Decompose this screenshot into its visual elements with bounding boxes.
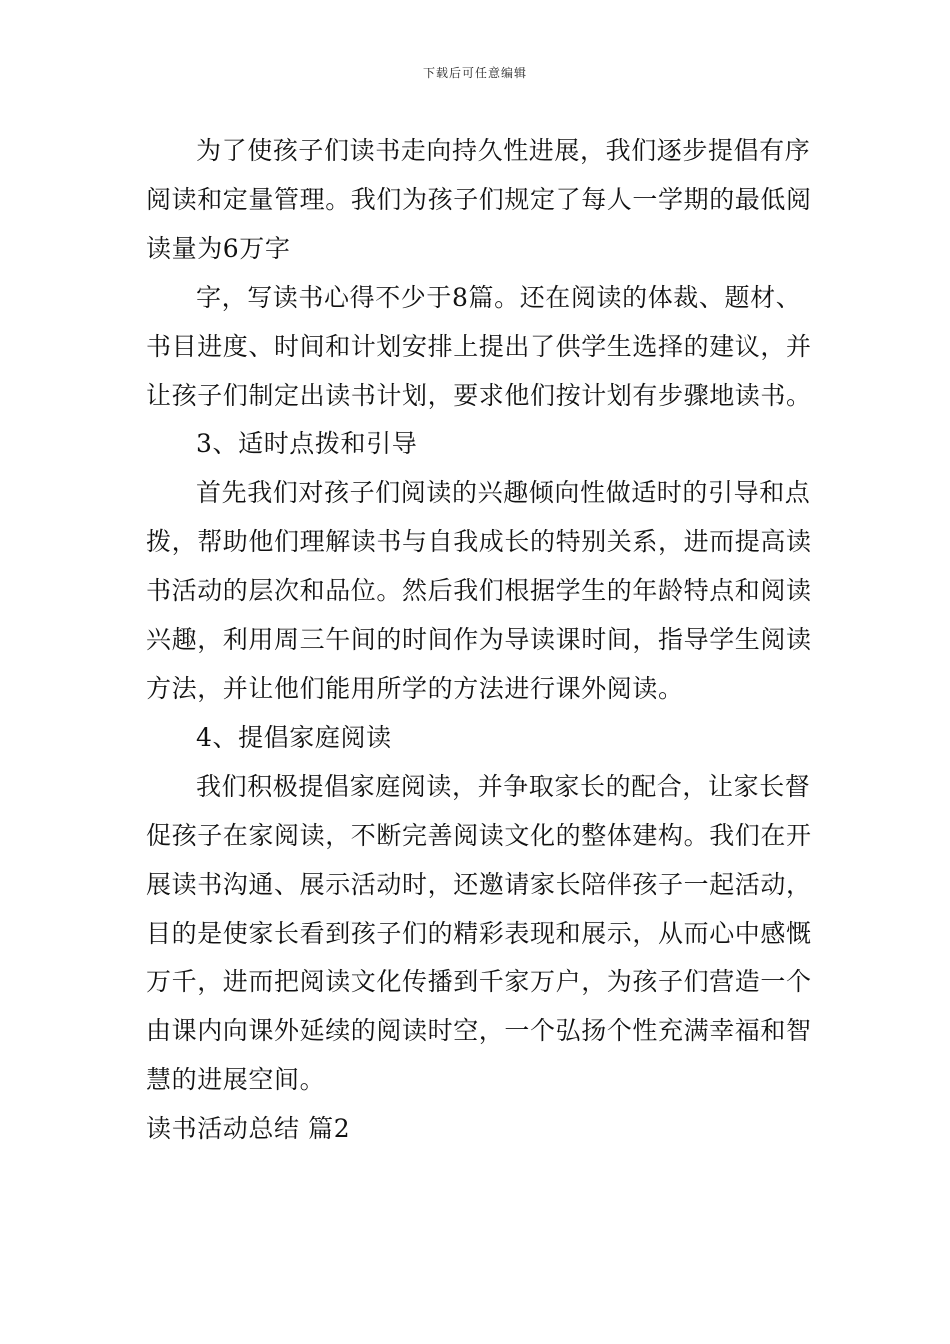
heading-timely-guidance: 3、适时点拨和引导 [196, 429, 418, 459]
paragraph-reading-quota: 为了使孩子们读书走向持久性进展，我们逐步提倡有序阅读和定量管理。我们为孩子们规定了每人一学期的最低阅读量为6万字 [146, 136, 812, 263]
paragraph-family-reading: 我们积极提倡家庭阅读，并争取家长的配合，让家长督促孩子在家阅读，不断完善阅读文化的整体建构。我们在开展读书沟通、展示活动时，还邀请家长陪伴孩子一起活动，目的是使家长看到孩子们的精彩表现和展示，从而心中感慨万千，进而把阅读文化传播到千家万户，为孩子们营造一个由课内向课外延续的阅读时空，一个弘扬个性充满幸福和智慧的进展空间。 [146, 771, 812, 1095]
document-body [146, 127, 816, 1154]
section-title: 读书活动总结 篇2 [146, 1114, 351, 1144]
page-header-note: 下载后可任意编辑 [422, 66, 527, 80]
heading-family-reading: 4、提倡家庭阅读 [196, 722, 392, 752]
paragraph-reading-plan: 字，写读书心得不少于8篇。还在阅读的体裁、题材、书目进度、时间和计划安排上提出了供学生选择的建议，并让孩子们制定出读书计划，要求他们按计划有步骤地读书。 [146, 282, 812, 410]
paragraph-guidance: 首先我们对孩子们阅读的兴趣倾向性做适时的引导和点拨，帮助他们理解读书与自我成长的特别关系，进而提高读书活动的层次和品位。然后我们根据学生的年龄特点和阅读兴趣，利用周三午间的时间作为导读课时间，指导学生阅读方法，并让他们能用所学的方法进行课外阅读。 [146, 478, 812, 703]
